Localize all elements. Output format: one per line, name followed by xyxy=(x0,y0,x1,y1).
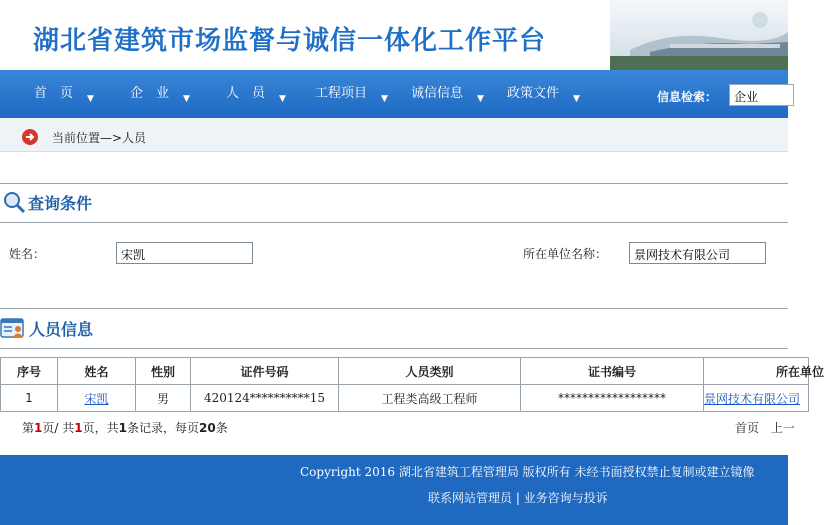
pager-text: 第 xyxy=(22,421,35,435)
breadcrumb xyxy=(0,118,788,152)
divider xyxy=(0,222,788,223)
column-header: 证书编号 xyxy=(521,358,704,385)
company-label: 所在单位名称： xyxy=(523,247,608,261)
cell-cert-number: ****************** xyxy=(521,385,704,412)
chevron-down-icon: ▼ xyxy=(477,94,484,104)
main-nav xyxy=(0,70,788,118)
person-name-link[interactable]: 宋凯 xyxy=(84,391,109,406)
cell-gender: 男 xyxy=(136,385,191,412)
nav-item-label: 企 业 xyxy=(130,86,170,101)
cell-category: 工程类高级工程师 xyxy=(339,385,521,412)
nav-item-label: 首 页 xyxy=(34,86,74,101)
site-title: 湖北省建筑市场监督与诚信一体化工作平台 xyxy=(33,26,547,56)
company-input[interactable]: 景网技术有限公司 xyxy=(629,242,766,264)
pager-nav xyxy=(735,419,795,436)
people-table-wrapper xyxy=(0,357,824,413)
nav-item-home[interactable] xyxy=(34,82,94,104)
search-category-select[interactable]: 企业 xyxy=(729,84,794,106)
footer-links[interactable]: 联系网站管理员 | 业务咨询与投诉 xyxy=(428,491,608,505)
column-header: 性别 xyxy=(136,358,191,385)
cell-company xyxy=(704,385,809,412)
search-label: 信息检索： xyxy=(657,90,718,104)
nav-item-label: 人 员 xyxy=(226,86,266,101)
table-header-row xyxy=(1,358,809,385)
company-link[interactable]: 景网技术有限公司 xyxy=(704,391,801,406)
table-row xyxy=(1,385,809,412)
column-header: 所在单位 xyxy=(704,358,809,385)
nav-item-label: 诚信信息 xyxy=(411,86,464,101)
pager-info xyxy=(22,419,228,436)
site-footer xyxy=(0,455,788,525)
nav-item-projects[interactable] xyxy=(315,82,388,104)
nav-item-policy[interactable] xyxy=(507,82,580,104)
pager-text: 页/ 共 xyxy=(42,421,75,435)
name-input[interactable]: 宋凯 xyxy=(116,242,253,264)
footer-copyright: Copyright 2016 湖北省建筑工程管理局 版权所有 未经书面授权禁止复制或建立镜像 xyxy=(300,465,755,479)
column-header: 证件号码 xyxy=(191,358,339,385)
pager-text: 页，共 xyxy=(82,421,119,435)
column-header: 人员类别 xyxy=(339,358,521,385)
total-pages: 1 xyxy=(74,421,83,435)
cell-id-number: 420124**********15 xyxy=(191,385,339,412)
nav-item-credit[interactable] xyxy=(411,82,484,104)
search-icon xyxy=(2,190,26,214)
chevron-down-icon: ▼ xyxy=(183,94,190,104)
cell-index: 1 xyxy=(1,385,58,412)
user-list-icon xyxy=(0,316,26,340)
first-page-link[interactable]: 首页 xyxy=(735,421,760,435)
nav-item-label: 政策文件 xyxy=(507,86,560,101)
arrow-right-icon xyxy=(22,129,38,145)
nav-item-personnel[interactable] xyxy=(226,82,286,104)
chevron-down-icon: ▼ xyxy=(573,94,580,104)
pager-text: 条记录，每页 xyxy=(126,421,199,435)
divider xyxy=(0,183,788,184)
chevron-down-icon: ▼ xyxy=(279,94,286,104)
query-section-title: 查询条件 xyxy=(28,194,93,213)
chevron-down-icon: ▼ xyxy=(381,94,388,104)
site-header xyxy=(0,0,788,70)
nav-item-label: 工程项目 xyxy=(315,86,368,101)
total-records: 1 xyxy=(118,421,127,435)
current-page: 1 xyxy=(34,421,43,435)
people-section-title: 人员信息 xyxy=(29,320,94,339)
name-label: 姓名： xyxy=(9,247,46,261)
per-page: 20 xyxy=(198,421,216,435)
cell-name xyxy=(58,385,136,412)
divider xyxy=(0,308,788,309)
prev-page-link[interactable]: 上一 xyxy=(770,421,795,435)
pager-text: 条 xyxy=(215,421,228,435)
divider xyxy=(0,348,788,349)
header-banner-image xyxy=(610,0,788,70)
people-table xyxy=(0,357,824,412)
column-header: 姓名 xyxy=(58,358,136,385)
nav-item-enterprise[interactable] xyxy=(130,82,190,104)
breadcrumb-text: 当前位置—>人员 xyxy=(52,131,147,145)
chevron-down-icon: ▼ xyxy=(87,94,94,104)
column-header: 序号 xyxy=(1,358,58,385)
